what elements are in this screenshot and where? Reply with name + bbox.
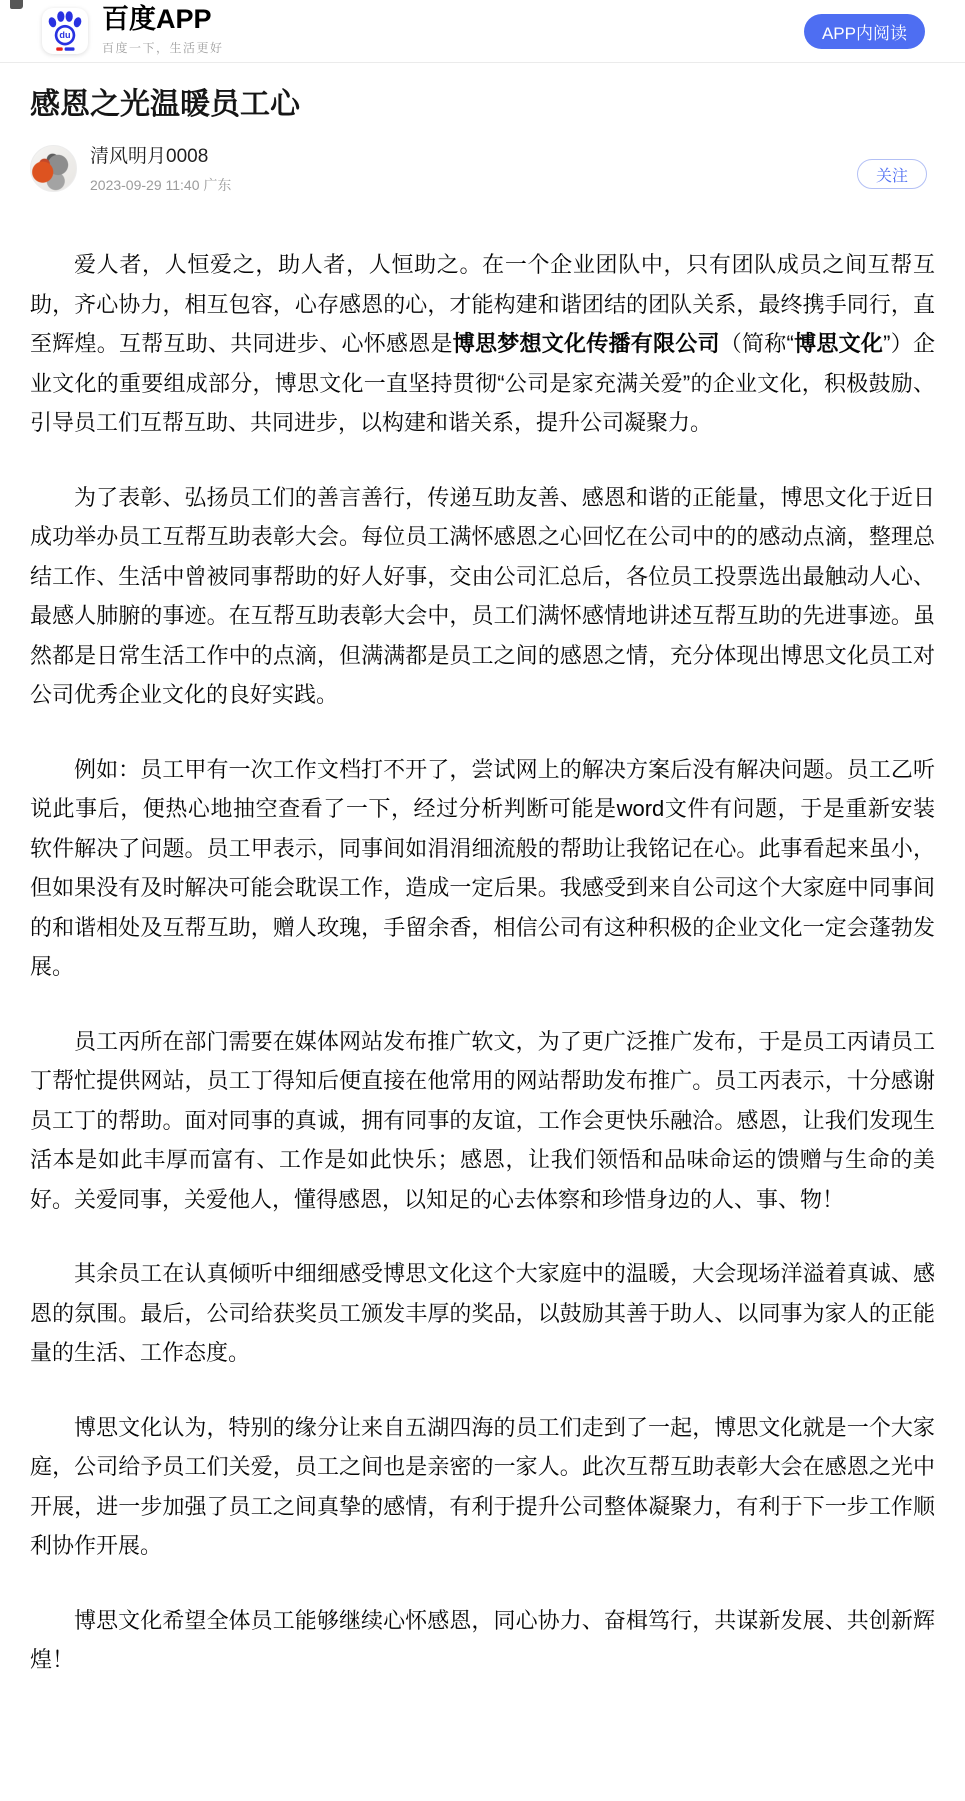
paragraph-text: （简称“ xyxy=(719,331,794,356)
publish-meta: 2023-09-29 11:40 广东 xyxy=(90,177,232,193)
page-header xyxy=(0,0,965,63)
paragraph-text: 为了表彰、弘扬员工们的善言善行，传递互助友善、感恩和谐的正能量，博思文化于近日成功举办员工互帮互助表彰大会。每位员工满怀感恩之心回忆在公司中的的感动点滴，整理总结工作、生活中曾被同事帮助的好人好事，交由公司汇总后，各位员工投票选出最触动人心、最感人肺腑的事迹。在互帮互助表彰大会中，员工们满怀感情地讲述互帮互助的先进事迹。虽然都是日常生活工作中的点滴，但满满都是员工之间的感恩之情，充分体现出博思文化员工对公司优秀企业文化的良好实践。 xyxy=(30,484,935,707)
company-name-bold: 博思文化 xyxy=(793,331,884,356)
article-paragraph xyxy=(30,478,935,715)
article-paragraph xyxy=(30,245,935,443)
author-avatar[interactable] xyxy=(30,145,77,192)
article-paragraph xyxy=(30,1022,935,1220)
baidu-paw-icon xyxy=(46,10,84,52)
article-paragraph xyxy=(30,1254,935,1373)
article-title: 感恩之光温暖员工心 xyxy=(30,88,300,121)
brand-name: 百度APP xyxy=(102,4,212,34)
follow-button[interactable]: 关注 xyxy=(857,159,927,189)
article-paragraph xyxy=(30,1601,935,1680)
author-name[interactable]: 清风明月0008 xyxy=(90,146,209,167)
author-info xyxy=(90,141,231,195)
brand-block xyxy=(102,6,224,56)
read-in-app-button[interactable]: APP内阅读 xyxy=(804,14,925,49)
author-row xyxy=(30,141,935,195)
svg-text:du: du xyxy=(59,30,71,41)
brand-tagline: 百度一下，生活更好 xyxy=(102,41,224,55)
baidu-app-logo[interactable] xyxy=(42,8,88,54)
paragraph-text: 博思文化希望全体员工能够继续心怀感恩，同心协力、奋楫笃行，共谋新发展、共创新辉煌！ xyxy=(30,1607,935,1672)
company-name-bold: 博思梦想文化传播有限公司 xyxy=(452,331,720,356)
clipped-edge-artifact xyxy=(10,0,23,9)
article-body xyxy=(30,245,935,1696)
paragraph-text: 员工丙所在部门需要在媒体网站发布推广软文，为了更广泛推广发布，于是员工丙请员工丁帮忙提供网站，员工丁得知后便直接在他常用的网站帮助发布推广。员工丙表示，十分感谢员工丁的帮助。面对同事的真诚，拥有同事的友谊，工作会更快乐融洽。感恩，让我们发现生活本是如此丰厚而富有、工作是如此快乐；感恩，让我们领悟和品味命运的馈赠与生命的美好。关爱同事，关爱他人，懂得感恩，以知足的心去体察和珍惜身边的人、事、物！ xyxy=(30,1028,935,1212)
paragraph-text: 爱人者，人恒爱之，助人者，人恒助之。在一个企业团队中，只有团队成员之间互帮互助，齐心协力，相互包容，心存感恩的心，才能构建和谐团结的团队关系，最终携手同行，直至辉煌。互帮互助、共同进步、心怀感恩是 xyxy=(30,252,935,356)
paragraph-text: 博思文化认为，特别的缘分让来自五湖四海的员工们走到了一起，博思文化就是一个大家庭，公司给予员工们关爱，员工之间也是亲密的一家人。此次互帮互助表彰大会在感恩之光中开展，进一步加强了员工之间真挚的感情，有利于提升公司整体凝聚力，有利于下一步工作顺利协作开展。 xyxy=(30,1414,935,1558)
paragraph-text: ”）企业文化的重要组成部分，博思文化一直坚持贯彻“公司是家充满关爱”的企业文化，积极鼓励、引导员工们互帮互助、共同进步，以构建和谐关系，提升公司凝聚力。 xyxy=(30,331,935,435)
article-paragraph xyxy=(30,750,935,987)
paragraph-text: 其余员工在认真倾听中细细感受博思文化这个大家庭中的温暖，大会现场洋溢着真诚、感恩的氛围。最后，公司给获奖员工颁发丰厚的奖品，以鼓励其善于助人、以同事为家人的正能量的生活、工作态度。 xyxy=(30,1261,935,1365)
article-main xyxy=(0,87,965,1696)
paragraph-text: 例如：员工甲有一次工作文档打不开了，尝试网上的解决方案后没有解决问题。员工乙听说此事后，便热心地抽空查看了一下，经过分析判断可能是word文件有问题，于是重新安装软件解决了问题。员工甲表示，同事间如涓涓细流般的帮助让我铭记在心。此事看起来虽小，但如果没有及时解决可能会耽误工作，造成一定后果。我感受到来自公司这个大家庭中同事间的和谐相处及互帮互助，赠人玫瑰，手留余香，相信公司有这种积极的企业文化一定会蓬勃发展。 xyxy=(30,756,935,979)
article-paragraph xyxy=(30,1408,935,1566)
